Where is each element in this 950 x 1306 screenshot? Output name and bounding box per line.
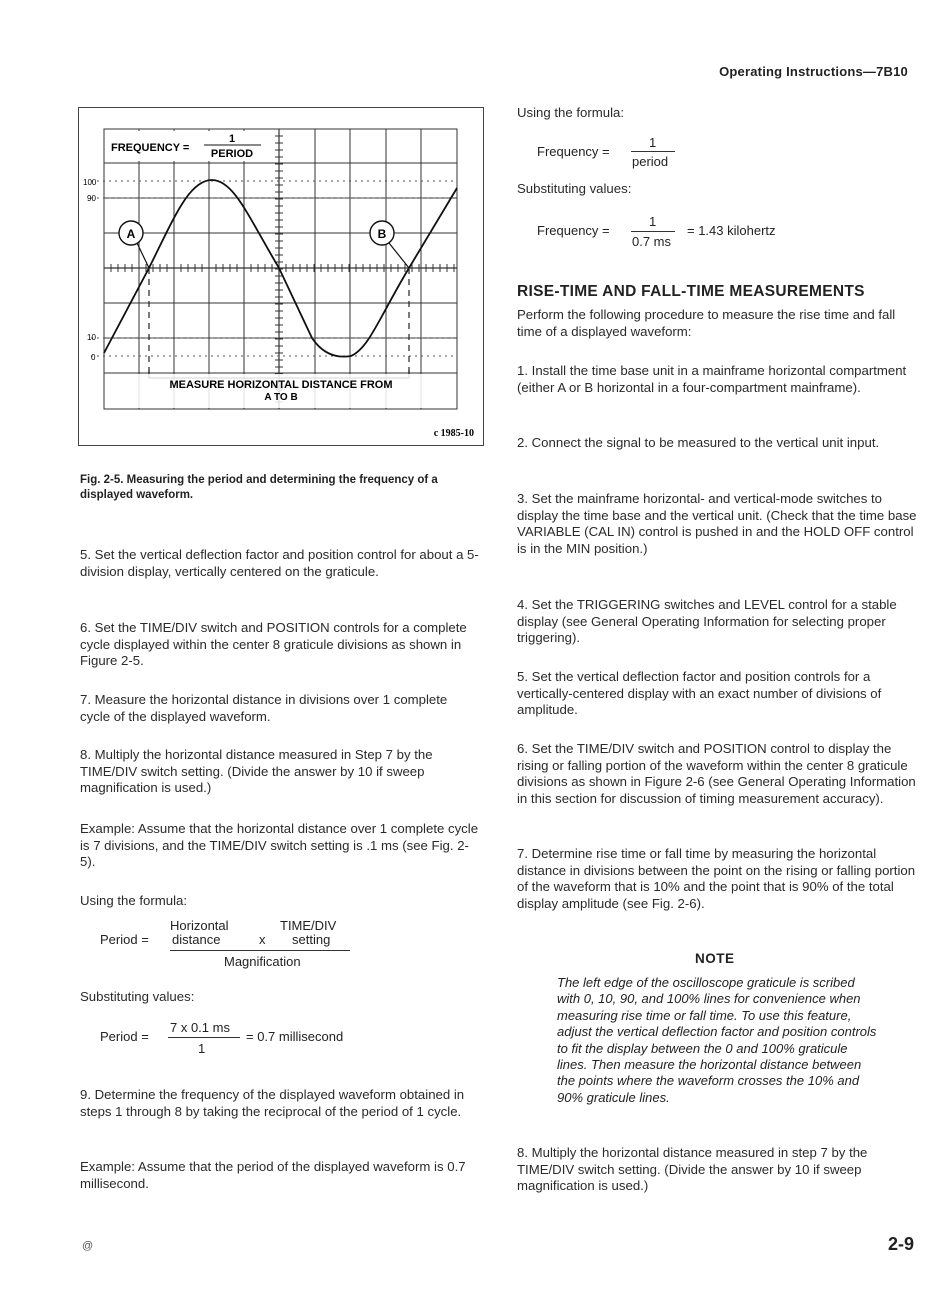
- left-step-7: 7. Measure the horizontal distance in divisions over 1 complete cycle of the displayed waveform.: [80, 692, 448, 724]
- measure-text-line2: A TO B: [264, 392, 298, 403]
- left-example-1: Example: Assume that the horizontal distance over 1 complete cycle is 7 divisions, and the TIME/DIV switch setting is .1 ms (see Fig. 2-5).: [80, 821, 479, 870]
- right-step-3: 3. Set the mainframe horizontal- and vertical-mode switches to display the time base and the vertical unit. (Check that the time base VARIABLE (CAL IN) control is pushed in and the HOLD OFF control is in the MIN position.): [517, 491, 917, 556]
- frequency-label-2: Frequency =: [537, 223, 610, 238]
- point-b-label: B: [377, 227, 387, 241]
- period-value-numerator: 7 x 0.1 ms: [170, 1020, 230, 1035]
- note-body: The left edge of the oscilloscope graticule is scribed with 0, 10, 90, and 100% lines for convenience when measuring rise time or fall time. To use this feature, adjust the vertical deflection factor and position controls to fit the display between the 0 and 100% graticule lines. Then measure the horizontal distance between the points where the waveform crosses the 10% and 90% graticule lines.: [557, 975, 877, 1105]
- publisher-logo-icon: @: [82, 1240, 94, 1252]
- left-example-2: Example: Assume that the period of the displayed waveform is 0.7 millisecond.: [80, 1159, 466, 1191]
- left-using-formula: Using the formula:: [80, 893, 188, 908]
- running-header: Operating Instructions—7B10: [719, 64, 908, 79]
- frequency-value-formula: [537, 213, 837, 253]
- period-term-x: x: [259, 932, 266, 947]
- y-label-10: 10: [87, 333, 96, 342]
- point-a-label: A: [126, 227, 136, 241]
- page-number: 2-9: [887, 1234, 914, 1254]
- figure-2-5: [78, 107, 484, 446]
- period-term-setting: setting: [292, 932, 331, 947]
- period-label-2: Period =: [100, 1029, 149, 1044]
- right-step-2: 2. Connect the signal to be measured to the vertical unit input.: [517, 435, 880, 450]
- left-substituting: Substituting values:: [80, 989, 195, 1004]
- formula-denominator: PERIOD: [210, 148, 254, 160]
- right-intro: Perform the following procedure to measure the rise time and fall time of a displayed waveform:: [517, 307, 896, 339]
- right-step-8: 8. Multiply the horizontal distance measured in step 7 by the TIME/DIV switch setting. (Divide the answer by 10 if sweep magnification is used.): [517, 1145, 868, 1194]
- right-step-6: 6. Set the TIME/DIV switch and POSITION control to display the rising or falling portion of the waveform within the center 8 graticule divisions as shown in Figure 2-6 (see General Operating Information in this section for discussion of timing measurement accuracy).: [517, 741, 916, 806]
- section-heading: RISE-TIME AND FALL-TIME MEASUREMENTS: [517, 283, 865, 300]
- note-title: NOTE: [695, 951, 735, 966]
- frequency-value-numerator: 1: [649, 214, 657, 229]
- period-value-formula: [100, 1020, 400, 1060]
- right-step-5: 5. Set the vertical deflection factor and position controls for a vertically-centered display with an exact number of divisions of amplitude.: [517, 669, 882, 718]
- period-term-distance: distance: [172, 932, 221, 947]
- figure-code: c 1985-10: [433, 428, 474, 439]
- formula-numerator: 1: [228, 133, 236, 145]
- period-value-result: = 0.7 millisecond: [246, 1029, 344, 1044]
- frequency-denominator: period: [632, 154, 669, 169]
- left-step-5: 5. Set the vertical deflection factor and position control for about a 5-division display, vertically centered on the graticule.: [80, 547, 479, 579]
- right-substituting: Substituting values:: [517, 181, 632, 196]
- period-value-denominator: 1: [198, 1041, 206, 1056]
- frequency-value-denominator: 0.7 ms: [632, 234, 672, 249]
- formula-label: FREQUENCY =: [111, 142, 190, 154]
- left-step-8: 8. Multiply the horizontal distance measured in Step 7 by the TIME/DIV switch setting. (Divide the answer by 10 if sweep magnification is used.): [80, 747, 433, 796]
- right-step-4: 4. Set the TRIGGERING switches and LEVEL control for a stable display (see General Operating Information for selecting proper triggering).: [517, 597, 897, 646]
- y-label-0: 0: [91, 353, 96, 362]
- measure-text-line1: MEASURE HORIZONTAL DISTANCE FROM: [169, 379, 393, 391]
- oscilloscope-graticule: [79, 108, 483, 445]
- period-term-magnification: Magnification: [224, 954, 301, 969]
- y-label-90: 90: [87, 194, 96, 203]
- right-step-7: 7. Determine rise time or fall time by measuring the horizontal distance in divisions between the point on the rising or falling portion of the waveform that is 10% and the point that is 90% of the total display amplitude (see Fig. 2-6).: [517, 846, 916, 911]
- left-step-9: 9. Determine the frequency of the displayed waveform obtained in steps 1 through 8 by taking the reciprocal of the period of 1 cycle.: [80, 1087, 465, 1119]
- frequency-formula: [537, 135, 737, 171]
- left-step-6: 6. Set the TIME/DIV switch and POSITION controls for a complete cycle displayed within the center 8 graticule divisions as shown in Figure 2-5.: [80, 620, 467, 669]
- right-step-1: 1. Install the time base unit in a mainframe horizontal compartment (either A or B horizontal in a four-compartment mainframe).: [517, 363, 907, 395]
- frequency-value-result: = 1.43 kilohertz: [687, 223, 776, 238]
- period-formula: [100, 918, 380, 973]
- right-using-formula: Using the formula:: [517, 105, 625, 120]
- period-term-timediv: TIME/DIV: [280, 918, 337, 933]
- period-label: Period =: [100, 932, 149, 947]
- frequency-label: Frequency =: [537, 144, 610, 159]
- frequency-numerator: 1: [649, 135, 657, 150]
- y-label-100: 100: [83, 178, 97, 187]
- period-term-horizontal: Horizontal: [170, 918, 229, 933]
- figure-caption: Fig. 2-5. Measuring the period and determining the frequency of a displayed waveform.: [80, 474, 438, 501]
